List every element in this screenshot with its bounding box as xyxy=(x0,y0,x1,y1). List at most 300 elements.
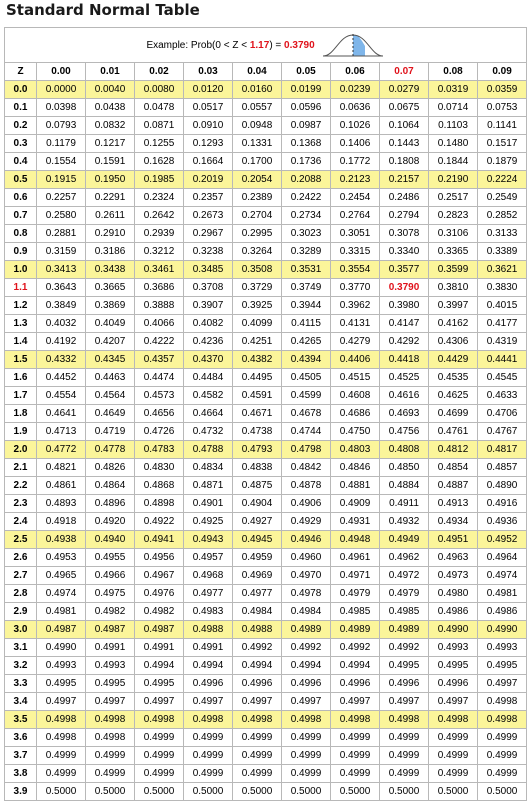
table-cell: 0.4901 xyxy=(184,495,233,513)
table-cell: 0.3289 xyxy=(282,243,331,261)
table-cell: 0.4292 xyxy=(380,333,429,351)
table-cell: 0.4995 xyxy=(429,657,478,675)
table-cell: 0.2910 xyxy=(86,225,135,243)
table-cell: 0.2357 xyxy=(184,189,233,207)
table-cell: 0.4931 xyxy=(331,513,380,531)
table-cell: 0.4732 xyxy=(184,423,233,441)
row-label: 2.0 xyxy=(5,441,37,459)
table-cell: 0.4222 xyxy=(135,333,184,351)
row-label: 1.6 xyxy=(5,369,37,387)
table-cell: 0.4817 xyxy=(478,441,527,459)
table-cell: 0.4854 xyxy=(429,459,478,477)
table-cell: 0.2486 xyxy=(380,189,429,207)
table-cell: 0.4515 xyxy=(331,369,380,387)
table-cell: 0.1915 xyxy=(37,171,86,189)
table-cell: 0.4906 xyxy=(282,495,331,513)
table-cell: 0.4319 xyxy=(478,333,527,351)
table-cell: 0.4909 xyxy=(331,495,380,513)
table-cell: 0.4131 xyxy=(331,315,380,333)
table-cell: 0.4884 xyxy=(380,477,429,495)
table-row xyxy=(5,315,527,333)
table-cell: 0.4911 xyxy=(380,495,429,513)
table-cell: 0.4997 xyxy=(37,693,86,711)
table-cell: 0.4981 xyxy=(478,585,527,603)
table-row xyxy=(5,243,527,261)
table-cell: 0.4857 xyxy=(478,459,527,477)
row-label: 0.8 xyxy=(5,225,37,243)
table-cell: 0.0160 xyxy=(233,81,282,99)
table-cell: 0.2642 xyxy=(135,207,184,225)
table-cell: 0.1879 xyxy=(478,153,527,171)
table-cell: 0.1103 xyxy=(429,117,478,135)
table-cell: 0.4875 xyxy=(233,477,282,495)
row-label: 0.9 xyxy=(5,243,37,261)
table-cell: 0.4943 xyxy=(184,531,233,549)
table-cell: 0.4949 xyxy=(380,531,429,549)
table-cell: 0.4981 xyxy=(37,603,86,621)
table-cell: 0.0000 xyxy=(37,81,86,99)
row-label: 0.1 xyxy=(5,99,37,117)
row-label: 1.0 xyxy=(5,261,37,279)
table-cell: 0.0793 xyxy=(37,117,86,135)
table-row xyxy=(5,711,527,729)
table-row xyxy=(5,153,527,171)
table-cell: 0.0359 xyxy=(478,81,527,99)
table-cell: 0.2794 xyxy=(380,207,429,225)
table-cell: 0.4999 xyxy=(429,747,478,765)
table-cell: 0.4979 xyxy=(380,585,429,603)
table-cell: 0.5000 xyxy=(331,783,380,801)
table-cell: 0.1064 xyxy=(380,117,429,135)
table-cell: 0.4925 xyxy=(184,513,233,531)
table-cell: 0.4996 xyxy=(184,675,233,693)
table-cell: 0.4991 xyxy=(86,639,135,657)
table-row xyxy=(5,675,527,693)
table-cell: 0.4251 xyxy=(233,333,282,351)
table-cell: 0.4898 xyxy=(135,495,184,513)
table-cell: 0.4015 xyxy=(478,297,527,315)
table-cell: 0.4938 xyxy=(37,531,86,549)
table-cell: 0.3051 xyxy=(331,225,380,243)
table-cell: 0.2422 xyxy=(282,189,331,207)
table-cell: 0.4969 xyxy=(233,567,282,585)
table-row xyxy=(5,261,527,279)
table-cell: 0.4995 xyxy=(135,675,184,693)
table-cell: 0.0987 xyxy=(282,117,331,135)
table-cell: 0.4904 xyxy=(233,495,282,513)
column-header: 0.02 xyxy=(135,63,184,81)
table-cell: 0.1217 xyxy=(86,135,135,153)
table-cell: 0.3078 xyxy=(380,225,429,243)
table-row xyxy=(5,495,527,513)
table-cell: 0.4940 xyxy=(86,531,135,549)
table-cell: 0.1443 xyxy=(380,135,429,153)
table-cell: 0.3238 xyxy=(184,243,233,261)
column-header: 0.07 xyxy=(380,63,429,81)
table-cell: 0.4999 xyxy=(233,729,282,747)
table-row xyxy=(5,693,527,711)
highlighted-cell: 0.3790 xyxy=(380,279,429,297)
table-cell: 0.3599 xyxy=(429,261,478,279)
table-cell: 0.5000 xyxy=(86,783,135,801)
table-cell: 0.4976 xyxy=(135,585,184,603)
table-cell: 0.5000 xyxy=(380,783,429,801)
table-cell: 0.4484 xyxy=(184,369,233,387)
table-cell: 0.4970 xyxy=(282,567,331,585)
table-cell: 0.4997 xyxy=(478,675,527,693)
table-cell: 0.4987 xyxy=(37,621,86,639)
table-cell: 0.4979 xyxy=(331,585,380,603)
table-cell: 0.3554 xyxy=(331,261,380,279)
table-cell: 0.4999 xyxy=(37,765,86,783)
row-label: 1.5 xyxy=(5,351,37,369)
table-row xyxy=(5,765,527,783)
table-cell: 0.4999 xyxy=(380,729,429,747)
table-cell: 0.4881 xyxy=(331,477,380,495)
column-header: 0.03 xyxy=(184,63,233,81)
table-cell: 0.1985 xyxy=(135,171,184,189)
table-cell: 0.2224 xyxy=(478,171,527,189)
table-cell: 0.4991 xyxy=(184,639,233,657)
table-cell: 0.3888 xyxy=(135,297,184,315)
table-cell: 0.4973 xyxy=(429,567,478,585)
table-cell: 0.4798 xyxy=(282,441,331,459)
table-cell: 0.4999 xyxy=(478,765,527,783)
table-cell: 0.3830 xyxy=(478,279,527,297)
table-cell: 0.2764 xyxy=(331,207,380,225)
table-row xyxy=(5,369,527,387)
table-cell: 0.4963 xyxy=(429,549,478,567)
table-cell: 0.1255 xyxy=(135,135,184,153)
row-label: 2.8 xyxy=(5,585,37,603)
table-cell: 0.2852 xyxy=(478,207,527,225)
table-cell: 0.4382 xyxy=(233,351,282,369)
row-label: 3.2 xyxy=(5,657,37,675)
table-cell: 0.4995 xyxy=(86,675,135,693)
table-cell: 0.4993 xyxy=(86,657,135,675)
table-cell: 0.4989 xyxy=(380,621,429,639)
table-cell: 0.4965 xyxy=(37,567,86,585)
table-row xyxy=(5,729,527,747)
row-label: 1.2 xyxy=(5,297,37,315)
table-row xyxy=(5,423,527,441)
table-row xyxy=(5,189,527,207)
table-cell: 0.1664 xyxy=(184,153,233,171)
table-cell: 0.3686 xyxy=(135,279,184,297)
table-row xyxy=(5,549,527,567)
table-cell: 0.4952 xyxy=(478,531,527,549)
table-cell: 0.4429 xyxy=(429,351,478,369)
table-cell: 0.1179 xyxy=(37,135,86,153)
table-row xyxy=(5,657,527,675)
table-cell: 0.4948 xyxy=(331,531,380,549)
row-label: 2.3 xyxy=(5,495,37,513)
table-cell: 0.4999 xyxy=(233,765,282,783)
table-row xyxy=(5,531,527,549)
table-cell: 0.4049 xyxy=(86,315,135,333)
table-cell: 0.0714 xyxy=(429,99,478,117)
table-cell: 0.0199 xyxy=(282,81,331,99)
table-cell: 0.4988 xyxy=(184,621,233,639)
table-cell: 0.4345 xyxy=(86,351,135,369)
table-cell: 0.4838 xyxy=(233,459,282,477)
table-cell: 0.4953 xyxy=(37,549,86,567)
table-cell: 0.4982 xyxy=(135,603,184,621)
row-label: 1.8 xyxy=(5,405,37,423)
table-cell: 0.3413 xyxy=(37,261,86,279)
row-label: 1.9 xyxy=(5,423,37,441)
table-cell: 0.4279 xyxy=(331,333,380,351)
row-label: 3.5 xyxy=(5,711,37,729)
example-text xyxy=(146,37,314,54)
table-cell: 0.4929 xyxy=(282,513,331,531)
table-cell: 0.4633 xyxy=(478,387,527,405)
table-cell: 0.4997 xyxy=(135,693,184,711)
table-cell: 0.2291 xyxy=(86,189,135,207)
table-cell: 0.5000 xyxy=(478,783,527,801)
table-cell: 0.4916 xyxy=(478,495,527,513)
table-cell: 0.4994 xyxy=(331,657,380,675)
table-cell: 0.4985 xyxy=(380,603,429,621)
table-cell: 0.4656 xyxy=(135,405,184,423)
table-cell: 0.4987 xyxy=(86,621,135,639)
table-cell: 0.4999 xyxy=(184,747,233,765)
table-cell: 0.4999 xyxy=(380,747,429,765)
table-cell: 0.4934 xyxy=(429,513,478,531)
table-cell: 0.4989 xyxy=(331,621,380,639)
table-cell: 0.4999 xyxy=(478,747,527,765)
table-cell: 0.4772 xyxy=(37,441,86,459)
row-label: 2.1 xyxy=(5,459,37,477)
table-cell: 0.4985 xyxy=(331,603,380,621)
table-cell: 0.4956 xyxy=(135,549,184,567)
table-cell: 0.4115 xyxy=(282,315,331,333)
table-cell: 0.4964 xyxy=(478,549,527,567)
table-cell: 0.5000 xyxy=(429,783,478,801)
table-cell: 0.3340 xyxy=(380,243,429,261)
table-cell: 0.4868 xyxy=(135,477,184,495)
table-cell: 0.4994 xyxy=(184,657,233,675)
table-cell: 0.5000 xyxy=(233,783,282,801)
table-cell: 0.4678 xyxy=(282,405,331,423)
table-cell: 0.1517 xyxy=(478,135,527,153)
table-cell: 0.4992 xyxy=(282,639,331,657)
table-cell: 0.3315 xyxy=(331,243,380,261)
table-cell: 0.4992 xyxy=(233,639,282,657)
table-cell: 0.4998 xyxy=(86,711,135,729)
table-cell: 0.4192 xyxy=(37,333,86,351)
table-cell: 0.4842 xyxy=(282,459,331,477)
table-cell: 0.4306 xyxy=(429,333,478,351)
table-cell: 0.4738 xyxy=(233,423,282,441)
table-cell: 0.3186 xyxy=(86,243,135,261)
table-cell: 0.4998 xyxy=(135,711,184,729)
table-cell: 0.2673 xyxy=(184,207,233,225)
table-cell: 0.4966 xyxy=(86,567,135,585)
table-cell: 0.4995 xyxy=(37,675,86,693)
table-cell: 0.3944 xyxy=(282,297,331,315)
table-cell: 0.4999 xyxy=(331,747,380,765)
row-label: 0.2 xyxy=(5,117,37,135)
table-cell: 0.4998 xyxy=(86,729,135,747)
table-cell: 0.1844 xyxy=(429,153,478,171)
table-cell: 0.0239 xyxy=(331,81,380,99)
table-cell: 0.4994 xyxy=(135,657,184,675)
table-cell: 0.2324 xyxy=(135,189,184,207)
table-cell: 0.0636 xyxy=(331,99,380,117)
table-cell: 0.4998 xyxy=(331,711,380,729)
table-cell: 0.1141 xyxy=(478,117,527,135)
table-row xyxy=(5,117,527,135)
table-cell: 0.4959 xyxy=(233,549,282,567)
table-cell: 0.4625 xyxy=(429,387,478,405)
table-cell: 0.3438 xyxy=(86,261,135,279)
table-cell: 0.4394 xyxy=(282,351,331,369)
table-cell: 0.4147 xyxy=(380,315,429,333)
table-cell: 0.4997 xyxy=(429,693,478,711)
table-cell: 0.4671 xyxy=(233,405,282,423)
table-cell: 0.4878 xyxy=(282,477,331,495)
table-cell: 0.3749 xyxy=(282,279,331,297)
table-cell: 0.2881 xyxy=(37,225,86,243)
table-cell: 0.4989 xyxy=(282,621,331,639)
table-cell: 0.1554 xyxy=(37,153,86,171)
table-cell: 0.4641 xyxy=(37,405,86,423)
table-cell: 0.3997 xyxy=(429,297,478,315)
table-cell: 0.4525 xyxy=(380,369,429,387)
table-row xyxy=(5,207,527,225)
row-label: 2.2 xyxy=(5,477,37,495)
row-label: 1.3 xyxy=(5,315,37,333)
table-cell: 0.4999 xyxy=(380,765,429,783)
row-label: 2.6 xyxy=(5,549,37,567)
table-cell: 0.0120 xyxy=(184,81,233,99)
example-row xyxy=(5,28,527,63)
table-cell: 0.4750 xyxy=(331,423,380,441)
table-cell: 0.3531 xyxy=(282,261,331,279)
table-cell: 0.4808 xyxy=(380,441,429,459)
table-row xyxy=(5,459,527,477)
table-cell: 0.4932 xyxy=(380,513,429,531)
table-cell: 0.0948 xyxy=(233,117,282,135)
table-cell: 0.4713 xyxy=(37,423,86,441)
table-cell: 0.4778 xyxy=(86,441,135,459)
table-cell: 0.4406 xyxy=(331,351,380,369)
table-cell: 0.4649 xyxy=(86,405,135,423)
table-cell: 0.1331 xyxy=(233,135,282,153)
table-cell: 0.4505 xyxy=(282,369,331,387)
table-cell: 0.4971 xyxy=(331,567,380,585)
table-cell: 0.4999 xyxy=(282,747,331,765)
table-cell: 0.4990 xyxy=(478,621,527,639)
table-row xyxy=(5,639,527,657)
table-cell: 0.4998 xyxy=(184,711,233,729)
table-row xyxy=(5,603,527,621)
table-cell: 0.3907 xyxy=(184,297,233,315)
table-cell: 0.1293 xyxy=(184,135,233,153)
table-cell: 0.4162 xyxy=(429,315,478,333)
table-cell: 0.2823 xyxy=(429,207,478,225)
column-header: 0.04 xyxy=(233,63,282,81)
table-cell: 0.4066 xyxy=(135,315,184,333)
table-cell: 0.4893 xyxy=(37,495,86,513)
table-row xyxy=(5,297,527,315)
table-cell: 0.4994 xyxy=(282,657,331,675)
table-cell: 0.0675 xyxy=(380,99,429,117)
table-cell: 0.1368 xyxy=(282,135,331,153)
table-cell: 0.4996 xyxy=(282,675,331,693)
table-cell: 0.4996 xyxy=(233,675,282,693)
table-cell: 0.4706 xyxy=(478,405,527,423)
table-cell: 0.2088 xyxy=(282,171,331,189)
table-cell: 0.2019 xyxy=(184,171,233,189)
table-cell: 0.4941 xyxy=(135,531,184,549)
column-header: 0.00 xyxy=(37,63,86,81)
table-cell: 0.3461 xyxy=(135,261,184,279)
table-cell: 0.4984 xyxy=(282,603,331,621)
table-row xyxy=(5,585,527,603)
table-cell: 0.4788 xyxy=(184,441,233,459)
row-label: 3.6 xyxy=(5,729,37,747)
table-cell: 0.4992 xyxy=(331,639,380,657)
table-cell: 0.4999 xyxy=(478,729,527,747)
table-cell: 0.4998 xyxy=(282,711,331,729)
table-cell: 0.4998 xyxy=(380,711,429,729)
table-cell: 0.4996 xyxy=(429,675,478,693)
table-cell: 0.3962 xyxy=(331,297,380,315)
table-cell: 0.4535 xyxy=(429,369,478,387)
table-cell: 0.4993 xyxy=(37,657,86,675)
row-label: 1.7 xyxy=(5,387,37,405)
table-cell: 0.1628 xyxy=(135,153,184,171)
table-cell: 0.2054 xyxy=(233,171,282,189)
table-cell: 0.4887 xyxy=(429,477,478,495)
row-label: 0.5 xyxy=(5,171,37,189)
row-label: 2.5 xyxy=(5,531,37,549)
row-label: 3.4 xyxy=(5,693,37,711)
row-label: 0.0 xyxy=(5,81,37,99)
table-cell: 0.0478 xyxy=(135,99,184,117)
table-cell: 0.1700 xyxy=(233,153,282,171)
table-cell: 0.4955 xyxy=(86,549,135,567)
table-cell: 0.4972 xyxy=(380,567,429,585)
table-cell: 0.4999 xyxy=(86,765,135,783)
table-cell: 0.3810 xyxy=(429,279,478,297)
table-cell: 0.4616 xyxy=(380,387,429,405)
table-cell: 0.2157 xyxy=(380,171,429,189)
table-cell: 0.4999 xyxy=(282,765,331,783)
table-cell: 0.3621 xyxy=(478,261,527,279)
table-cell: 0.0319 xyxy=(429,81,478,99)
table-cell: 0.5000 xyxy=(135,783,184,801)
table-row xyxy=(5,99,527,117)
table-cell: 0.4999 xyxy=(331,729,380,747)
table-cell: 0.4962 xyxy=(380,549,429,567)
row-label: 1.4 xyxy=(5,333,37,351)
table-row xyxy=(5,747,527,765)
table-cell: 0.0910 xyxy=(184,117,233,135)
table-cell: 0.4826 xyxy=(86,459,135,477)
table-cell: 0.0398 xyxy=(37,99,86,117)
table-cell: 0.4599 xyxy=(282,387,331,405)
table-cell: 0.1591 xyxy=(86,153,135,171)
table-cell: 0.4082 xyxy=(184,315,233,333)
table-cell: 0.0557 xyxy=(233,99,282,117)
row-label: 0.7 xyxy=(5,207,37,225)
table-cell: 0.4582 xyxy=(184,387,233,405)
table-cell: 0.3106 xyxy=(429,225,478,243)
table-cell: 0.4474 xyxy=(135,369,184,387)
